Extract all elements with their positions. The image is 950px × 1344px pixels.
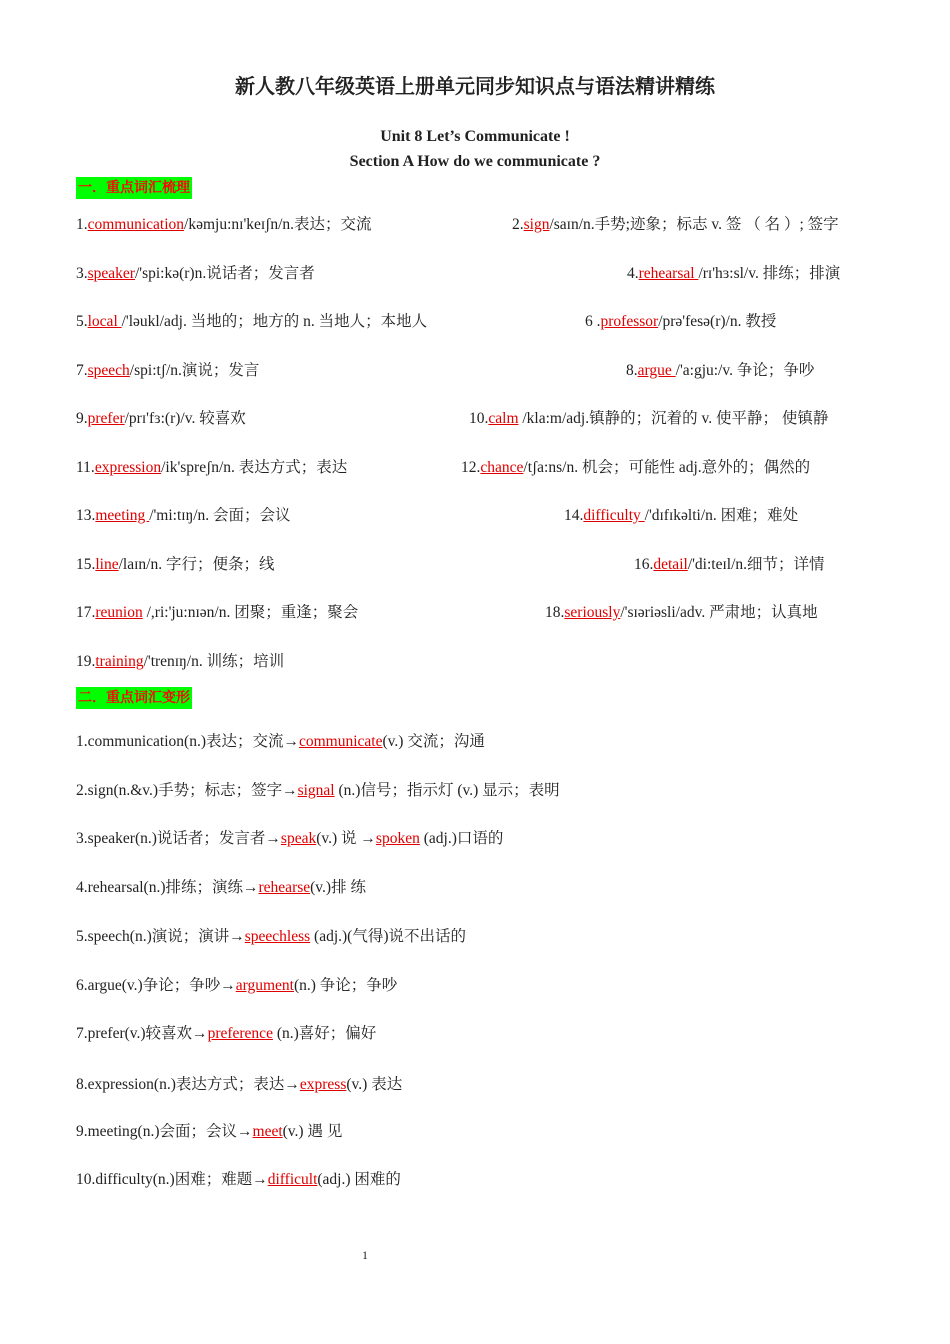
vocab-item: 18.seriously/'sɪəriəsli/adv. 严肃地；认真地: [545, 604, 818, 621]
vocab-item: 19.training/'trenɪŋ/n. 训练；培训: [76, 653, 285, 670]
form-item: 3.speaker(n.)说话者；发言者→speak(v.) 说 →spoken (adj.)口语的: [76, 830, 504, 847]
vocab-item: 6 .professor/prə'fesə(r)/n. 教授: [585, 313, 777, 330]
vocab-item: 3.speaker/'spi:kə(r)n.说话者；发言者: [76, 265, 315, 282]
page-title: 新人教八年级英语上册单元同步知识点与语法精讲精练: [235, 74, 715, 98]
vocab-item: 11.expression/ik'spreʃn/n. 表达方式；表达: [76, 459, 348, 476]
form-item: 1.communication(n.)表达；交流→communicate(v.) 交流；沟通: [76, 733, 485, 750]
section-title: Section A How do we communicate ?: [349, 153, 601, 170]
vocab-item: 5.local /'ləukl/adj. 当地的；地方的 n. 当地人；本地人: [76, 313, 428, 330]
vocab-item: 17.reunion /,ri:'ju:nɪən/n. 团聚；重逢；聚会: [76, 604, 359, 621]
vocab-item: 16.detail/'di:teɪl/n.细节；详情: [634, 556, 825, 573]
form-item: 9.meeting(n.)会面；会议→meet(v.) 遇 见: [76, 1123, 343, 1140]
form-item: 10.difficulty(n.)困难；难题→difficult(adj.) 困难的: [76, 1171, 401, 1188]
form-item: 4.rehearsal(n.)排练；演练→rehearse(v.)排 练: [76, 879, 366, 896]
vocab-item: 13.meeting /'mi:tɪŋ/n. 会面；会议: [76, 507, 291, 524]
form-item: 2.sign(n.&v.)手势；标志；签字→signal (n.)信号；指示灯 (v.) 显示；表明: [76, 782, 560, 799]
vocab-item: 7.speech/spi:tʃ/n.演说；发言: [76, 362, 260, 379]
vocab-item: 9.prefer/prɪ'fɜ:(r)/v. 较喜欢: [76, 410, 246, 427]
section-heading-forms: 二．重点词汇变形: [76, 687, 192, 709]
section-heading-vocab: 一．重点词汇梳理: [76, 177, 192, 199]
vocab-item: 2.sign/saɪn/n.手势;迹象；标志 v. 签 （ 名 ）; 签字: [512, 216, 839, 233]
vocab-item: 8.argue /'a:gju:/v. 争论；争吵: [626, 362, 815, 379]
vocab-item: 15.line/laɪn/n. 字行；便条；线: [76, 556, 275, 573]
unit-title: Unit 8 Let’s Communicate !: [380, 128, 570, 145]
form-item: 7.prefer(v.)较喜欢→preference (n.)喜好；偏好: [76, 1025, 377, 1042]
vocab-item: 4.rehearsal /rɪ'hɜ:sl/v. 排练；排演: [627, 265, 841, 282]
form-item: 5.speech(n.)演说；演讲→speechless (adj.)(气得)说不出话的: [76, 928, 467, 945]
form-item: 6.argue(v.)争论；争吵→argument(n.) 争论；争吵: [76, 977, 398, 994]
page-number: 1: [362, 1248, 368, 1262]
vocab-item: 12.chance/tʃa:ns/n. 机会；可能性 adj.意外的；偶然的: [461, 459, 811, 476]
vocab-item: 1.communication/kəmju:nɪ'keɪʃn/n.表达；交流: [76, 216, 372, 233]
vocab-item: 10.calm /kla:m/adj.镇静的；沉着的 v. 使平静； 使镇静: [469, 410, 829, 427]
vocab-item: 14.difficulty /'dɪfɪkəlti/n. 困难；难处: [564, 507, 799, 524]
form-item: 8.expression(n.)表达方式；表达→express(v.) 表达: [76, 1076, 403, 1093]
